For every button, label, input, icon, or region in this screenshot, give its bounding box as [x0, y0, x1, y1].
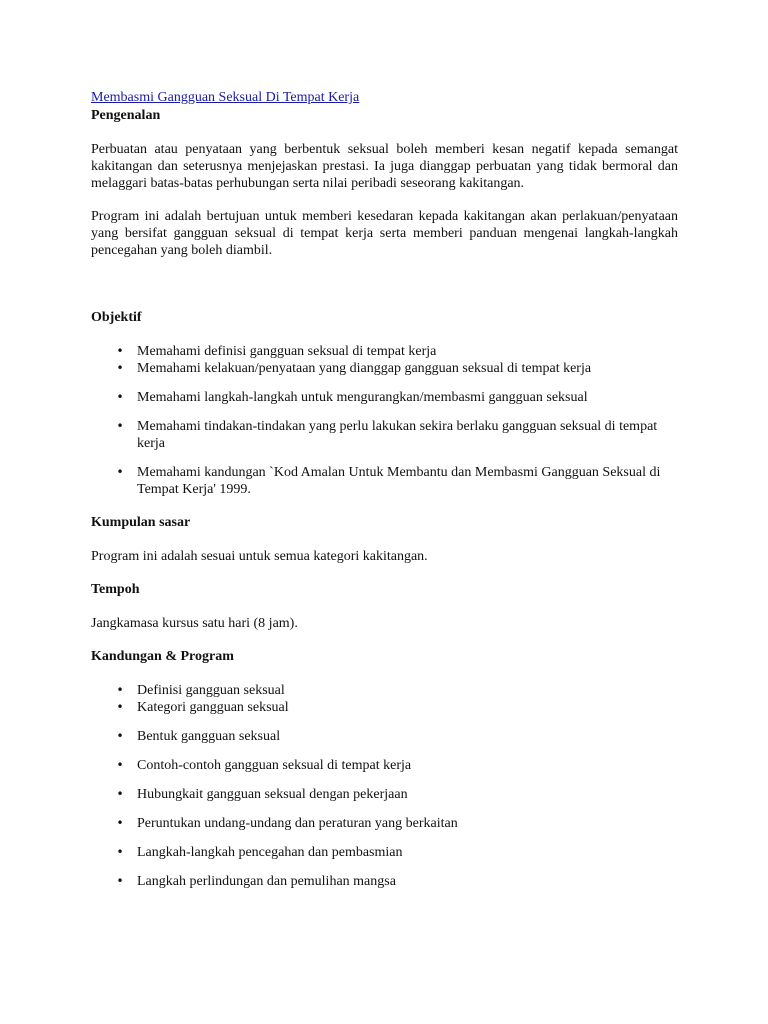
intro-paragraph-2: Program ini adalah bertujuan untuk memberi kesedaran kepada kakitangan akan perlakuan/penyataan yang bersifat gangguan seksual di tempat kerja serta memberi panduan mengenai langkah-langkah pencegahan yang boleh diambil.: [91, 209, 678, 258]
list-item: • Memahami definisi gangguan seksual di tempat kerja: [91, 343, 678, 360]
bullet-icon: [115, 844, 125, 861]
list-item: • Bentuk gangguan seksual: [91, 728, 678, 745]
bullet-icon: [115, 464, 125, 481]
bullet-icon: [115, 699, 125, 716]
list-item: • Langkah-langkah pencegahan dan pembasmian: [91, 844, 678, 861]
duration-text: Jangkamasa kursus satu hari (8 jam).: [91, 616, 298, 631]
document-body: [91, 88, 678, 890]
bullet-icon: [115, 682, 125, 699]
bullet-icon: [115, 873, 125, 890]
objective-list: [91, 343, 678, 498]
bullet-icon: [115, 815, 125, 832]
bullet-icon: [115, 757, 125, 774]
bullet-icon: [115, 728, 125, 745]
bullet-icon: [115, 786, 125, 803]
list-item: • Memahami tindakan-tindakan yang perlu lakukan sekira berlaku gangguan seksual di tempat kerja: [91, 418, 678, 452]
list-item: • Peruntukan undang-undang dan peraturan yang berkaitan: [91, 815, 678, 832]
list-item: • Definisi gangguan seksual: [91, 682, 678, 699]
list-item: • Contoh-contoh gangguan seksual di tempat kerja: [91, 757, 678, 774]
target-group-text: Program ini adalah sesuai untuk semua kategori kakitangan.: [91, 549, 428, 564]
bullet-icon: [115, 343, 125, 360]
list-item: • Langkah perlindungan dan pemulihan mangsa: [91, 873, 678, 890]
bullet-icon: [115, 418, 125, 435]
list-item: • Memahami kandungan `Kod Amalan Untuk Membantu dan Membasmi Gangguan Seksual di Tempat Kerja' 1999.: [91, 464, 678, 498]
intro-heading: Pengenalan: [91, 108, 161, 123]
bullet-icon: [115, 389, 125, 406]
intro-paragraph-1: Perbuatan atau penyataan yang berbentuk seksual boleh memberi kesan negatif kepada semangat kakitangan dan seterusnya menjejaskan prestasi. Ia juga dianggap perbuatan yang tidak bermoral dan melaggari batas-batas perhubungan serta nilai peribadi seseorang kakitangan.: [91, 142, 678, 191]
content-heading: Kandungan & Program: [91, 649, 234, 664]
target-group-heading: Kumpulan sasar: [91, 515, 191, 530]
bullet-icon: [115, 360, 125, 377]
list-item: • Memahami langkah-langkah untuk mengurangkan/membasmi gangguan seksual: [91, 389, 678, 406]
list-item: • Kategori gangguan seksual: [91, 699, 678, 716]
content-list: [91, 682, 678, 890]
duration-heading: Tempoh: [91, 582, 140, 597]
objective-heading: Objektif: [91, 310, 142, 325]
list-item: • Memahami kelakuan/penyataan yang dianggap gangguan seksual di tempat kerja: [91, 360, 678, 377]
title-link[interactable]: Membasmi Gangguan Seksual Di Tempat Kerja: [91, 90, 360, 105]
list-item: • Hubungkait gangguan seksual dengan pekerjaan: [91, 786, 678, 803]
